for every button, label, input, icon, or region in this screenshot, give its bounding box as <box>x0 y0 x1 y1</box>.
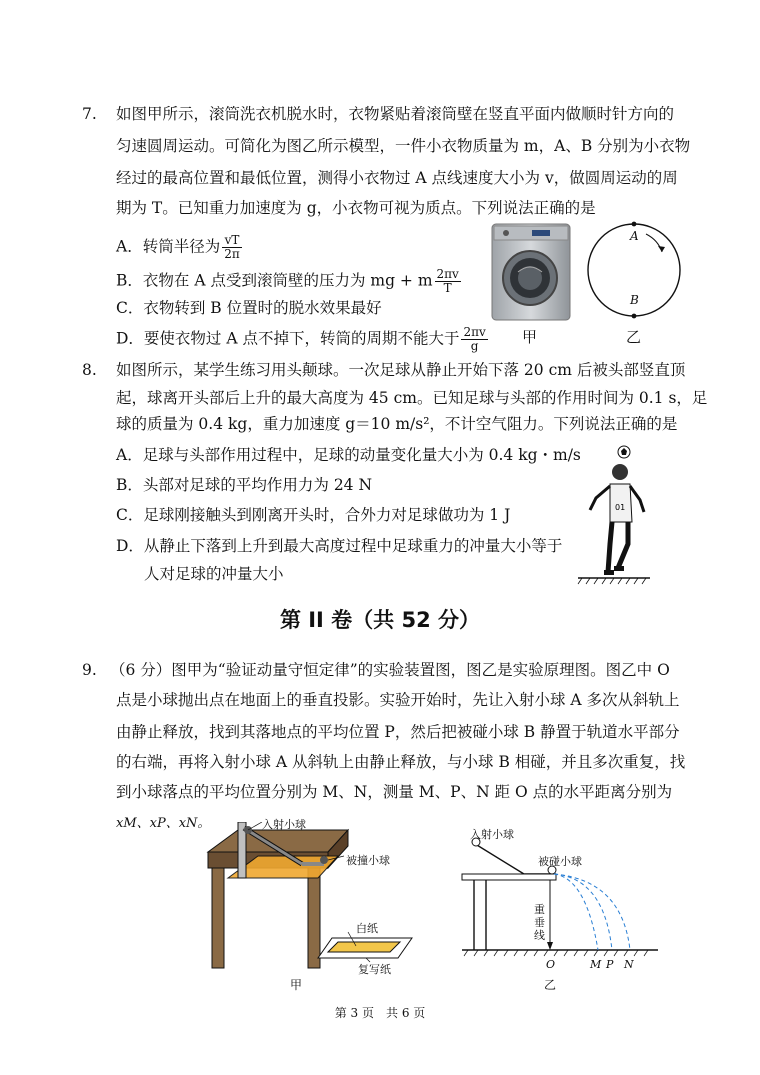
washing-machine-image <box>490 222 572 322</box>
q9-stem-line-3: 由静止释放，找到其落地点的平均位置 P，然后把被碰小球 B 静置于轨道水平部分 <box>116 723 680 741</box>
section-title: 第 II 卷（共 52 分） <box>279 608 481 632</box>
jia-target-ball-label: 被撞小球 <box>346 854 390 867</box>
student-heading-ball-image <box>574 440 654 586</box>
point-p-label: P <box>606 958 614 971</box>
q8-option-d-line-2: 人对足球的冲量大小 <box>144 565 284 583</box>
clockwise-arrow-icon <box>658 246 665 252</box>
apparatus-figure-jia <box>198 822 428 982</box>
point-m-label: M <box>590 958 602 971</box>
svg-text:01: 01 <box>615 503 626 512</box>
jia-incident-ball-label: 入射小球 <box>262 818 306 831</box>
yi-incident-ball-label: 入射小球 <box>470 828 514 841</box>
q9-number: 9. <box>82 661 97 679</box>
point-n-label: N <box>624 958 634 971</box>
q8-option-b: B．头部对足球的平均作用力为 24 N <box>116 476 373 494</box>
schematic-figure-yi <box>458 822 668 978</box>
q8-option-c: C．足球刚接触头到刚离开头时，合外力对足球做功为 1 J <box>116 506 511 524</box>
white-paper-label: 白纸 <box>356 922 378 935</box>
q9-figure-yi-caption: 乙 <box>544 978 557 992</box>
q9-stem-line-2: 点是小球抛出点在地面上的垂直投影。实验开始时，先让入射小球 A 多次从斜轨上 <box>116 691 680 709</box>
point-a-dot <box>632 222 637 227</box>
q9-stem-line-1: （6 分）图甲为“验证动量守恒定律”的实验装置图，图乙是实验原理图。图乙中 O <box>110 661 670 679</box>
point-b-label: B <box>630 293 639 307</box>
q7-number: 7. <box>82 105 97 123</box>
q9-stem-line-4: 的右端，再将入射小球 A 从斜轨上由静止释放，与小球 B 相碰，并且多次重复，找 <box>116 753 686 771</box>
yi-target-ball-label: 被碰小球 <box>538 855 582 868</box>
q7-stem-line-4: 期为 T。已知重力加速度为 g，小衣物可视为质点。下列说法正确的是 <box>116 199 596 217</box>
carbon-paper-label: 复写纸 <box>358 963 391 976</box>
q8-option-d-line-1: D．从静止下落到上升到最大高度过程中足球重力的冲量大小等于 <box>116 537 563 555</box>
q7-option-c: C．衣物转到 B 位置时的脱水效果最好 <box>116 299 382 317</box>
page-footer: 第 3 页 共 6 页 <box>334 1006 426 1020</box>
q9-figure-jia-caption: 甲 <box>290 978 303 992</box>
q7-stem-line-2: 匀速圆周运动。可简化为图乙所示模型，一件小衣物质量为 m，A、B 分别为小衣物 <box>116 137 691 155</box>
q7-stem-line-3: 经过的最高位置和最低位置，测得小衣物过 A 点线速度大小为 v，做圆周运动的周 <box>116 169 678 187</box>
point-o-label: O <box>546 958 556 971</box>
q8-stem-line-2: 起，球离开头部后上升的最大高度为 45 cm。已知足球与头部的作用时间为 0.1 s，足 <box>116 389 708 407</box>
target-ball-icon <box>320 856 328 864</box>
q7-option-a: A．转筒半径为 $\frac{vT}{2\pi}$ <box>116 233 240 261</box>
q9-stem-line-5: 到小球落点的平均位置分别为 M、N，测量 M、P、N 距 O 点的水平距离分别为 <box>116 783 673 801</box>
plumb-arrow-icon <box>547 942 553 950</box>
plumb-line-label: 重垂线 <box>534 903 545 942</box>
q7-option-d: D．要使衣物过 A 点不掉下，转筒的周期不能大于 $\frac{2\pi v}{g}$ <box>116 325 486 353</box>
q8-number: 8. <box>82 361 97 379</box>
q7-stem-line-1: 如图甲所示，滚筒洗衣机脱水时，衣物紧贴着滚筒壁在竖直平面内做顺时针方向的 <box>116 105 675 123</box>
q7-figure-jia-caption: 甲 <box>522 328 538 346</box>
q8-option-a: A．足球与头部作用过程中，足球的动量变化量大小为 0.4 kg・m/s <box>116 446 581 464</box>
q9-stem-line-6: xM、xP、xN。 <box>116 816 211 831</box>
point-a-label: A <box>630 229 639 243</box>
q8-stem-line-3: 球的质量为 0.4 kg，重力加速度 g＝10 m/s²，不计空气阻力。下列说法正确的是 <box>116 415 678 433</box>
q7-figure-yi-caption: 乙 <box>626 328 642 346</box>
point-b-dot <box>632 314 637 319</box>
q7-option-b: B．衣物在 A 点受到滚筒壁的压力为 mg + m $\frac{2\pi v}{T}$ <box>116 267 459 295</box>
q8-stem-line-1: 如图所示，某学生练习用头颠球。一次足球从静止开始下落 20 cm 后被头部竖直顶 <box>116 361 686 379</box>
